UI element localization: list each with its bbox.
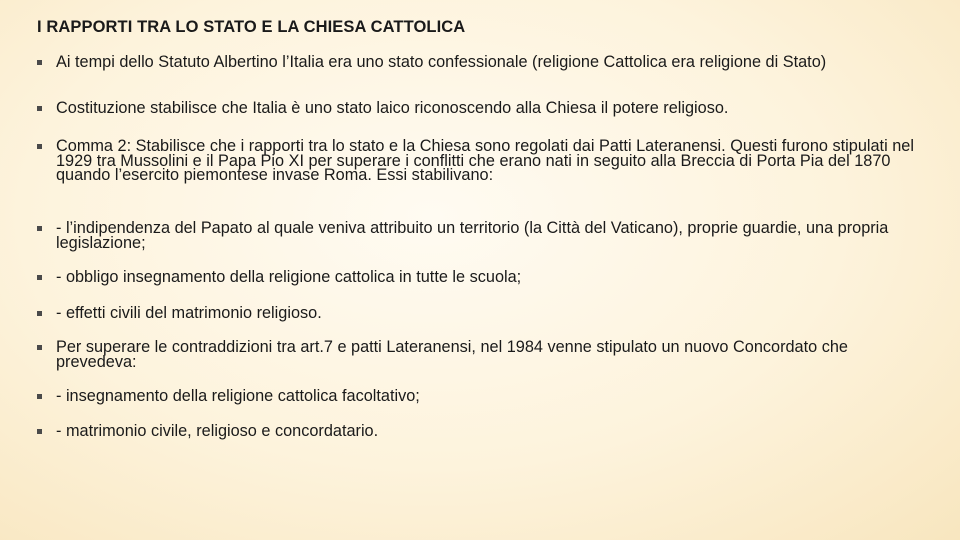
- bullet-item: [37, 139, 917, 183]
- bullet-item: [37, 221, 917, 250]
- bullet-marker-icon: [37, 144, 42, 149]
- bullet-item: [37, 340, 917, 369]
- bullet-text: - effetti civili del matrimonio religioso.: [56, 304, 322, 322]
- bullet-text: - matrimonio civile, religioso e concordatario.: [56, 422, 379, 440]
- bullet-marker-icon: [37, 429, 42, 434]
- bullet-marker-icon: [37, 394, 42, 399]
- bullet-marker-icon: [37, 226, 42, 231]
- bullet-text: Ai tempi dello Statuto Albertino l’Italia era uno stato confessionale (religione Cattolica era religione di Stato): [56, 53, 827, 71]
- bullet-text: Per superare le contraddizioni tra art.7 e patti Lateranensi, nel 1984 venne stipulato un nuovo Concordato che prevedeva:: [56, 338, 848, 371]
- bullet-marker-icon: [37, 275, 42, 280]
- bullet-item: [37, 101, 917, 116]
- bullet-marker-icon: [37, 311, 42, 316]
- bullet-item: [37, 389, 917, 404]
- bullet-marker-icon: [37, 60, 42, 65]
- bullet-text: - obbligo insegnamento della religione cattolica in tutte le scuola;: [56, 268, 522, 286]
- bullet-item: [37, 270, 917, 285]
- bullet-text: - insegnamento della religione cattolica facoltativo;: [56, 387, 420, 405]
- slide-title: I RAPPORTI TRA LO STATO E LA CHIESA CATTOLICA: [37, 18, 466, 36]
- bullet-text: Costituzione stabilisce che Italia è uno stato laico riconoscendo alla Chiesa il potere religioso.: [56, 99, 729, 117]
- bullet-item: [37, 55, 917, 70]
- bullet-item: [37, 306, 917, 321]
- bullet-item: [37, 424, 917, 439]
- bullet-marker-icon: [37, 345, 42, 350]
- bullet-text: Comma 2: Stabilisce che i rapporti tra lo stato e la Chiesa sono regolati dai Patti Lateranensi. Questi furono stipulati nel 1929 tra Mussolini e il Papa Pio XI per superare i conflitti che erano nati in seguito alla Breccia di Porta Pia del 1870 quando l’esercito piemontese invase Roma. Essi stabilivano:: [56, 137, 914, 184]
- bullet-text: - l’indipendenza del Papato al quale veniva attribuito un territorio (la Città del Vaticano), proprie guardie, una propria legislazione;: [56, 219, 889, 252]
- bullet-marker-icon: [37, 106, 42, 111]
